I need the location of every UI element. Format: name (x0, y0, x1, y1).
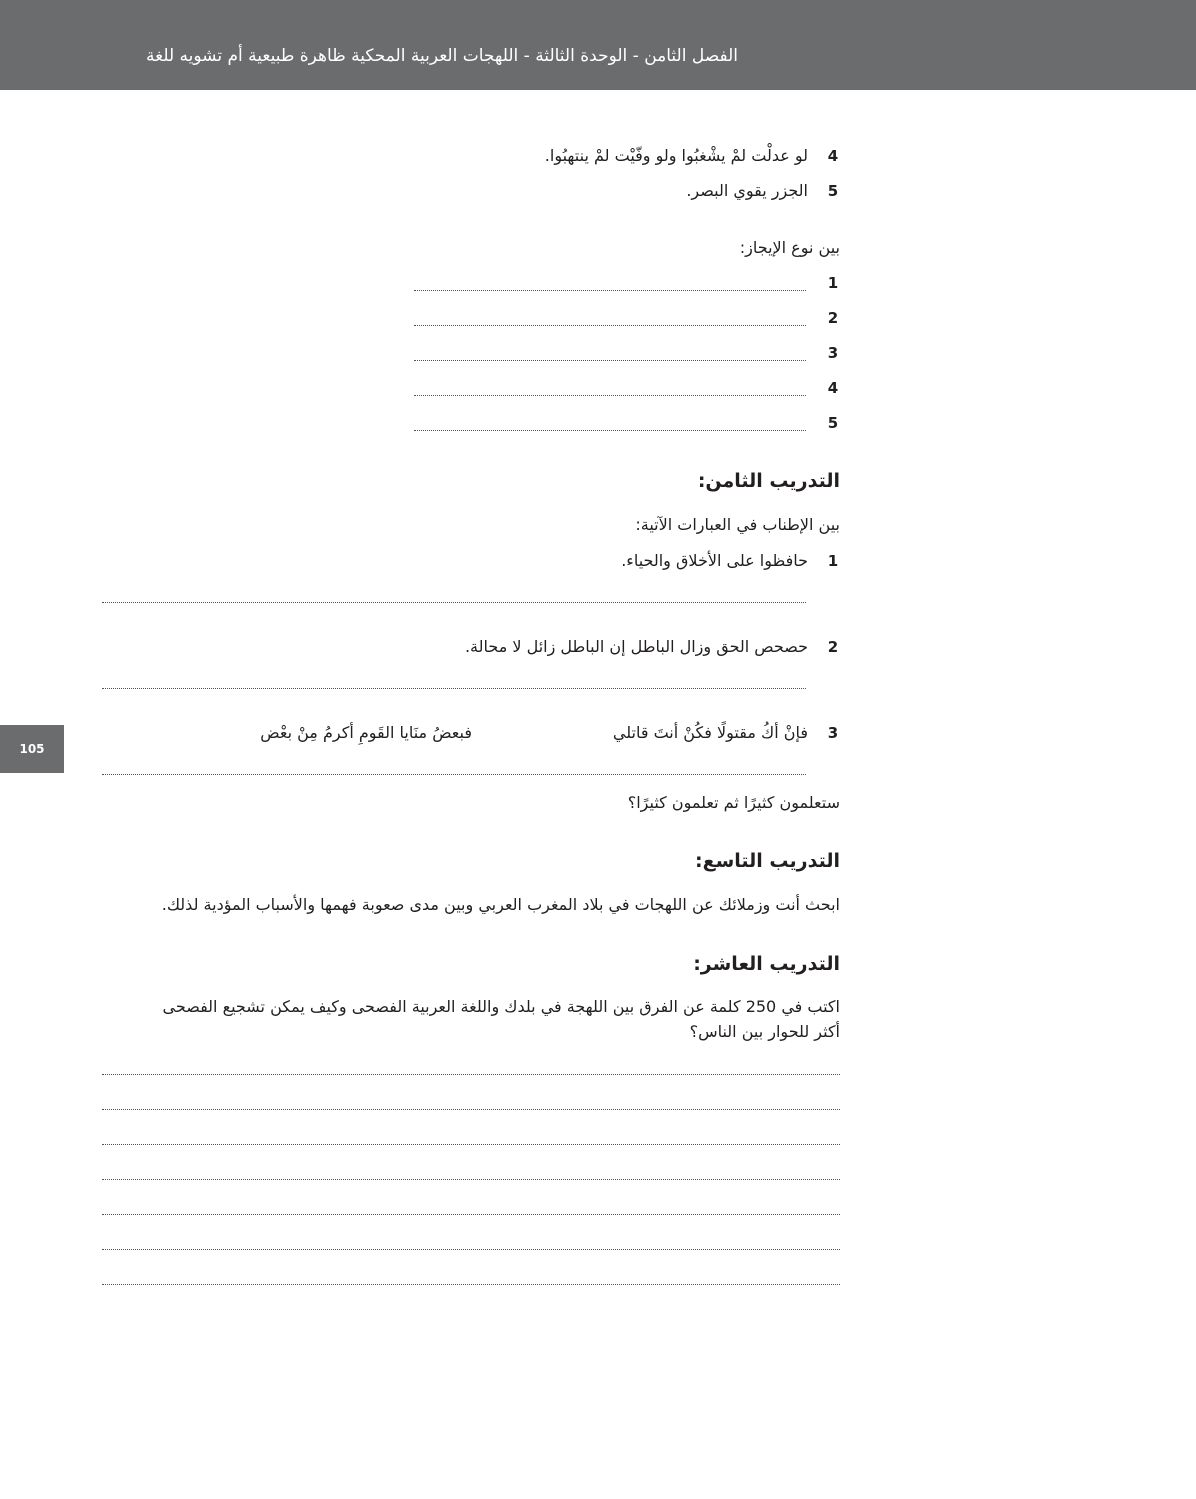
item-number: 5 (827, 182, 839, 200)
exercise9-heading: التدريب التاسع: (695, 850, 840, 872)
item-text: حافظوا على الأخلاق والحياء. (621, 551, 808, 570)
answer-line[interactable] (414, 395, 806, 396)
verse-first-half: فإنْ أكُ مقتولًا فكُنْ أنتَ قاتلي (612, 723, 808, 742)
answer-line[interactable] (414, 290, 806, 291)
item-text: لو عدلْت لمْ يشْغبُوا ولو وفّيْت لمْ ينتهبُوا. (544, 146, 808, 165)
exercise10-heading: التدريب العاشر: (693, 953, 840, 975)
answer-line[interactable] (102, 688, 806, 689)
verse-second-half: فبعضُ منَايا القَومِ أكرمُ مِنْ بعْض (260, 723, 472, 742)
writing-line[interactable] (102, 1179, 840, 1180)
item-number: 4 (827, 147, 839, 165)
answer-number: 4 (827, 379, 839, 397)
answer-line[interactable] (102, 774, 806, 775)
answer-number: 5 (827, 414, 839, 432)
item-number: 3 (827, 724, 839, 742)
answer-number: 2 (827, 309, 839, 327)
writing-line[interactable] (102, 1214, 840, 1215)
exercise10-line1: اكتب في 250 كلمة عن الفرق بين اللهجة في بلدك واللغة العربية الفصحى وكيف يمكن تشجيع الفصحى (162, 997, 840, 1016)
answer-line[interactable] (414, 360, 806, 361)
item-number: 1 (827, 552, 839, 570)
ijaz-instruction: بين نوع الإيجاز: (739, 238, 840, 257)
writing-line[interactable] (102, 1144, 840, 1145)
item-text: حصحص الحق وزال الباطل إن الباطل زائل لا محالة. (464, 637, 808, 656)
exercise10-line2: أكثر للحوار بين الناس؟ (689, 1022, 840, 1041)
chapter-title: الفصل الثامن - الوحدة الثالثة - اللهجات العربية المحكية ظاهرة طبيعية أم تشويه للغة (146, 46, 738, 66)
writing-line[interactable] (102, 1249, 840, 1250)
answer-number: 1 (827, 274, 839, 292)
writing-line[interactable] (102, 1109, 840, 1110)
exercise8-heading: التدريب الثامن: (697, 470, 840, 492)
exercise9-text: ابحث أنت وزملائك عن اللهجات في بلاد المغرب العربي وبين مدى صعوبة فهمها والأسباب المؤدية لذلك. (161, 895, 840, 914)
writing-line[interactable] (102, 1284, 840, 1285)
exercise8-instruction: بين الإطناب في العبارات الآتية: (635, 515, 840, 534)
writing-line[interactable] (102, 1074, 840, 1075)
item-text: الجزر يقوي البصر. (686, 181, 808, 200)
answer-line[interactable] (414, 325, 806, 326)
page-number: 105 (0, 725, 64, 773)
answer-line[interactable] (102, 602, 806, 603)
exercise8-extra: ستعلمون كثيرًا ثم تعلمون كثيرًا؟ (627, 793, 840, 812)
item-number: 2 (827, 638, 839, 656)
answer-number: 3 (827, 344, 839, 362)
answer-line[interactable] (414, 430, 806, 431)
